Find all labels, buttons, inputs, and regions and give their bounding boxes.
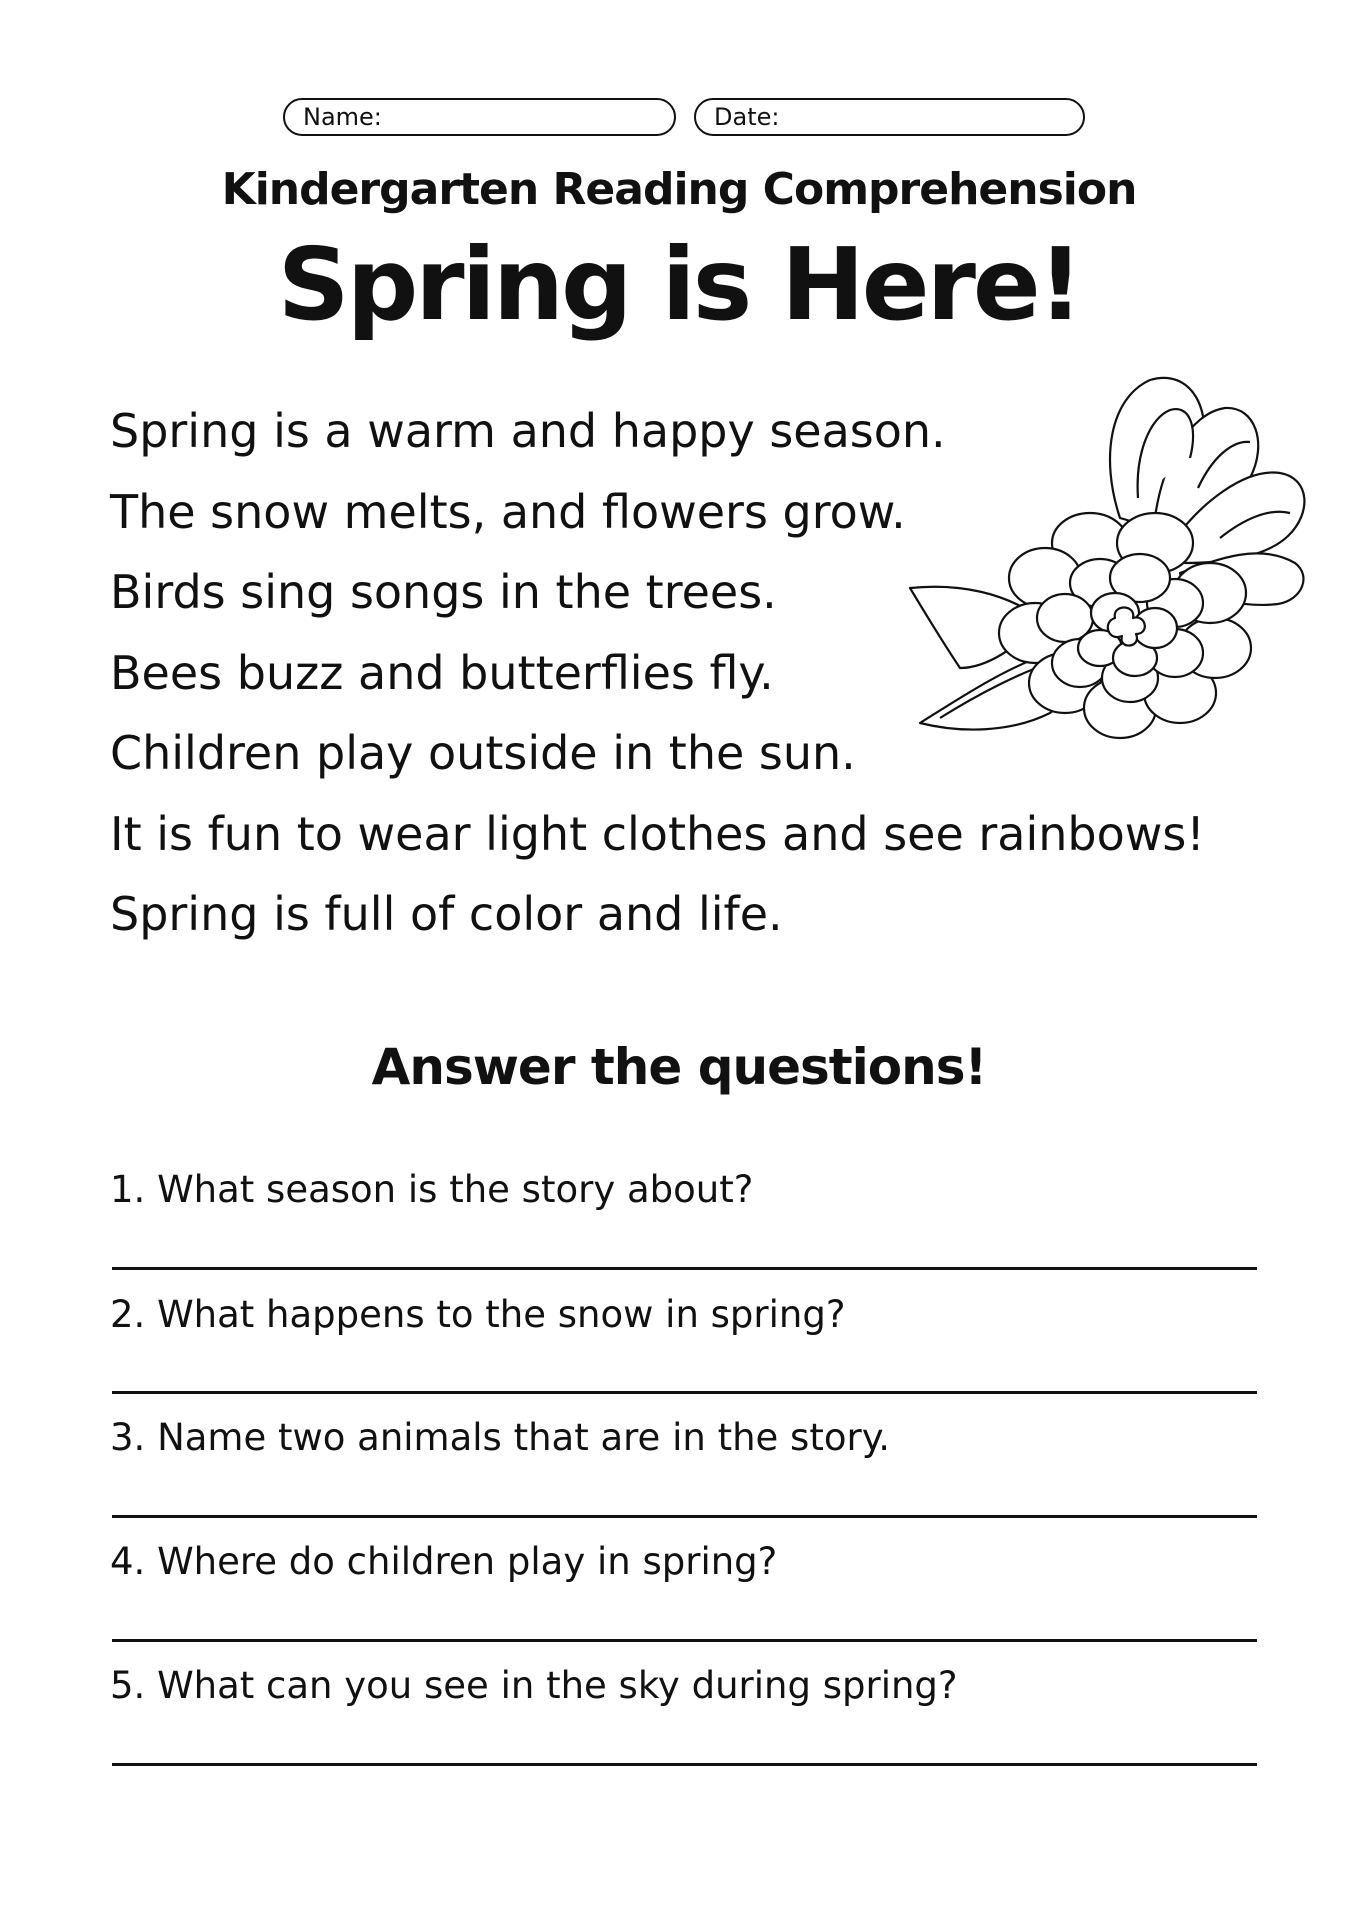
question-5: 5. What can you see in the sky during spring?	[110, 1664, 958, 1707]
date-field[interactable]	[694, 98, 1085, 136]
story-line: It is fun to wear light clothes and see rainbows!	[110, 806, 1205, 861]
story-line: The snow melts, and flowers grow.	[110, 484, 906, 539]
story-line: Spring is a warm and happy season.	[110, 404, 946, 458]
worksheet-title: Spring is Here!	[277, 226, 1081, 343]
question-3: 3. Name two animals that are in the story.	[110, 1416, 891, 1459]
question-2: 2. What happens to the snow in spring?	[110, 1293, 846, 1336]
worksheet-subtitle: Kindergarten Reading Comprehension	[221, 164, 1137, 215]
name-label: Name:	[303, 103, 382, 131]
question-4: 4. Where do children play in spring?	[110, 1540, 778, 1583]
name-field[interactable]	[283, 98, 676, 136]
answer-line-2[interactable]	[112, 1391, 1257, 1394]
question-1: 1. What season is the story about?	[110, 1168, 754, 1211]
answer-line-5[interactable]	[112, 1763, 1257, 1766]
story-line: Birds sing songs in the trees.	[110, 565, 777, 619]
flower-icon	[900, 368, 1320, 748]
date-label: Date:	[714, 103, 780, 131]
story-line: Spring is full of color and life.	[110, 887, 783, 941]
answer-line-4[interactable]	[112, 1639, 1257, 1642]
answer-line-1[interactable]	[112, 1267, 1257, 1270]
story-line: Children play outside in the sun.	[110, 726, 856, 780]
story-line: Bees buzz and butterflies fly.	[110, 645, 774, 700]
answer-line-3[interactable]	[112, 1515, 1257, 1518]
questions-heading: Answer the questions!	[371, 1038, 987, 1096]
